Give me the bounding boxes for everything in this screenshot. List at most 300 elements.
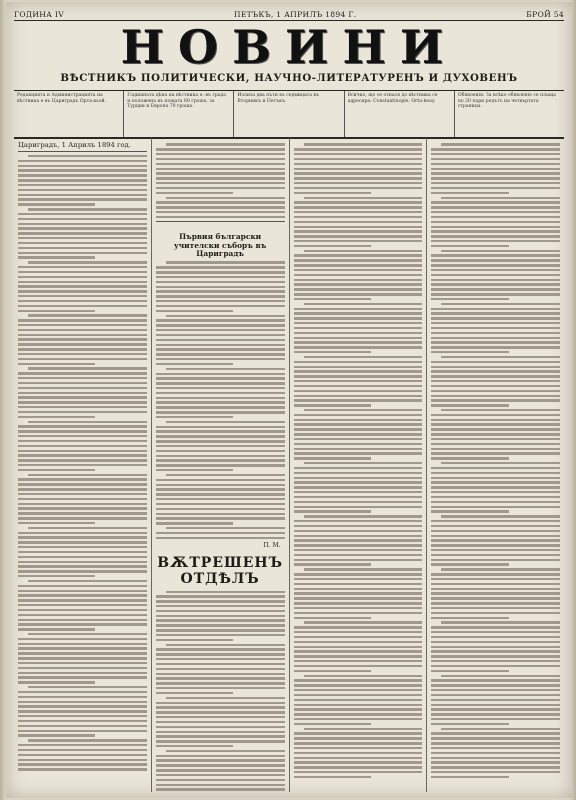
text-line (18, 454, 147, 456)
text-line (156, 201, 285, 203)
text-line (18, 662, 147, 664)
text-line (431, 235, 560, 237)
text-line (431, 636, 560, 638)
text-line (431, 472, 560, 474)
text-line (294, 322, 423, 324)
text-line (18, 744, 147, 746)
text-line (294, 419, 423, 421)
text-line (431, 525, 560, 527)
text-line (18, 281, 147, 283)
text-line (304, 462, 423, 464)
text-line (431, 737, 560, 739)
text-line (156, 290, 285, 292)
text-line (18, 300, 147, 302)
text-line (18, 237, 147, 239)
text-line (431, 211, 560, 213)
text-line (156, 435, 285, 437)
text-line (431, 544, 560, 546)
text-line (294, 274, 423, 276)
text-line (431, 602, 560, 604)
text-line (28, 208, 147, 210)
text-line (18, 459, 147, 461)
text-line (18, 227, 147, 229)
text-line (294, 443, 423, 445)
text-line (156, 401, 285, 403)
text-line (294, 423, 423, 425)
text-line (431, 288, 560, 290)
text-line (18, 749, 147, 751)
text-line (294, 496, 423, 498)
text-line (294, 438, 423, 440)
text-line (431, 148, 560, 150)
text-line (166, 591, 285, 593)
text-line (431, 395, 560, 397)
text-line (156, 416, 233, 418)
text-line (18, 450, 147, 452)
text-line (294, 665, 423, 667)
date-label: ПЕТЪКЪ, 1 АПРИЛЪ 1894 Г. (233, 9, 357, 19)
text-line (294, 201, 423, 203)
text-line (304, 356, 423, 358)
text-line (431, 404, 508, 406)
text-line (156, 629, 285, 631)
text-line (156, 464, 285, 466)
text-line (431, 530, 560, 532)
text-line (294, 592, 423, 594)
text-line (156, 769, 285, 771)
text-line (294, 539, 423, 541)
text-line (18, 647, 147, 649)
text-line (156, 211, 285, 213)
text-line (28, 367, 147, 369)
text-line (431, 245, 508, 247)
text-line (18, 705, 147, 707)
body-text-lines (156, 591, 285, 793)
text-line (431, 423, 560, 425)
text-line (294, 588, 423, 590)
text-line (156, 745, 233, 747)
text-line (294, 660, 423, 662)
column-4 (427, 138, 564, 792)
text-line (431, 761, 560, 763)
text-line (18, 194, 147, 196)
text-line (156, 329, 285, 331)
text-line (294, 708, 423, 710)
text-line (294, 452, 423, 454)
text-line (431, 452, 560, 454)
text-line (294, 163, 423, 165)
text-line (294, 554, 423, 556)
text-line (156, 271, 285, 273)
text-line (156, 517, 285, 519)
text-line (294, 211, 423, 213)
text-line (294, 776, 371, 778)
text-line (156, 711, 285, 713)
text-line (18, 396, 147, 398)
issue-label: БРОЙ 54 (526, 9, 564, 19)
text-line (431, 573, 560, 575)
text-line (156, 373, 285, 375)
text-line (431, 771, 560, 773)
info-cell-address: Всичко, що се отнася до вѣстника се адресира: Constantinople, Orta-kеuy. (345, 91, 455, 137)
text-line (156, 595, 285, 597)
text-line (294, 288, 423, 290)
text-line (431, 414, 560, 416)
text-line (156, 445, 285, 447)
text-line (294, 713, 423, 715)
text-line (156, 653, 285, 655)
text-line (431, 732, 560, 734)
text-line (294, 404, 371, 406)
text-line (441, 356, 560, 358)
text-line (431, 752, 560, 754)
text-line (294, 699, 423, 701)
text-line (294, 259, 423, 261)
text-line (156, 358, 285, 360)
text-line (18, 710, 147, 712)
text-line (431, 535, 560, 537)
text-line (441, 728, 560, 730)
text-line (441, 675, 560, 677)
text-line (156, 716, 285, 718)
text-line (431, 192, 508, 194)
text-line (18, 522, 95, 524)
text-line (156, 440, 285, 442)
text-line (156, 532, 285, 534)
text-line (18, 218, 147, 220)
text-line (294, 771, 423, 773)
text-line (18, 763, 147, 765)
text-line (156, 276, 285, 278)
text-line (294, 399, 423, 401)
text-line (18, 310, 95, 312)
text-line (18, 652, 147, 654)
text-line (18, 319, 147, 321)
text-line (431, 399, 560, 401)
text-line (431, 269, 560, 271)
text-line (156, 784, 285, 786)
text-line (156, 740, 285, 742)
text-line (294, 206, 423, 208)
text-line (294, 428, 423, 430)
text-line (156, 363, 233, 365)
text-line (294, 481, 423, 483)
text-line (18, 189, 147, 191)
text-line (18, 445, 147, 447)
text-line (156, 206, 285, 208)
text-line (156, 639, 233, 641)
text-line (294, 617, 371, 619)
text-line (156, 153, 285, 155)
text-line (431, 583, 560, 585)
text-line (431, 322, 560, 324)
text-line (294, 602, 423, 604)
text-line (18, 382, 147, 384)
text-line (18, 232, 147, 234)
text-line (166, 261, 285, 263)
text-line (156, 673, 285, 675)
text-line (431, 168, 560, 170)
text-line (294, 670, 371, 672)
text-line (156, 484, 285, 486)
text-line (431, 776, 508, 778)
text-line (18, 469, 95, 471)
text-line (294, 752, 423, 754)
text-line (18, 734, 95, 736)
text-line (18, 590, 147, 592)
text-line (431, 216, 560, 218)
text-line (156, 411, 285, 413)
text-line (294, 573, 423, 575)
text-line (431, 259, 560, 261)
text-line (431, 510, 508, 512)
text-line (18, 730, 147, 732)
text-line (294, 158, 423, 160)
text-line (156, 305, 285, 307)
text-line (431, 607, 560, 609)
text-line (18, 411, 147, 413)
newspaper-page (6, 2, 572, 798)
text-line (156, 731, 285, 733)
text-line (28, 261, 147, 263)
text-line (431, 554, 560, 556)
text-line (18, 532, 147, 534)
text-line (294, 650, 423, 652)
text-line (431, 578, 560, 580)
masthead (14, 22, 564, 88)
text-line (156, 508, 285, 510)
text-line (431, 631, 560, 633)
text-line (166, 474, 285, 476)
text-line (18, 546, 147, 548)
text-line (431, 264, 560, 266)
text-line (431, 655, 560, 657)
text-line (156, 706, 285, 708)
text-line (294, 757, 423, 759)
text-line (431, 742, 560, 744)
text-line (294, 298, 371, 300)
text-line (294, 477, 423, 479)
text-line (294, 530, 423, 532)
text-line (156, 348, 285, 350)
text-line (156, 755, 285, 757)
text-line (18, 377, 147, 379)
text-line (294, 563, 371, 565)
text-line (18, 223, 147, 225)
text-line (156, 469, 233, 471)
article-signature: П. М. (263, 541, 281, 549)
text-line (294, 506, 423, 508)
text-line (156, 177, 285, 179)
text-line (18, 425, 147, 427)
text-line (294, 626, 423, 628)
column-2 (152, 138, 290, 792)
section-rule (156, 221, 285, 230)
text-line (18, 493, 147, 495)
text-line (294, 448, 423, 450)
text-line (294, 269, 423, 271)
text-line (156, 513, 285, 515)
text-line (441, 515, 560, 517)
text-line (18, 599, 147, 601)
text-line (294, 395, 423, 397)
text-line (294, 148, 423, 150)
text-line (431, 588, 560, 590)
year-label: ГОДИНА IV (14, 9, 65, 19)
text-line (431, 366, 560, 368)
text-line (294, 631, 423, 633)
text-line (304, 728, 423, 730)
text-line (294, 766, 423, 768)
text-line (431, 226, 560, 228)
text-line (156, 168, 285, 170)
text-line (294, 226, 423, 228)
text-line (441, 621, 560, 623)
text-line (294, 346, 423, 348)
text-line (431, 332, 560, 334)
text-line (156, 735, 285, 737)
text-line (156, 450, 285, 452)
text-line (18, 387, 147, 389)
text-line (156, 300, 285, 302)
text-line (431, 351, 508, 353)
text-line (294, 187, 423, 189)
text-line (431, 650, 560, 652)
text-line (18, 638, 147, 640)
text-line (294, 375, 423, 377)
text-line (156, 319, 285, 321)
text-line (156, 187, 285, 189)
text-line (18, 488, 147, 490)
text-line (294, 414, 423, 416)
info-bar (14, 90, 564, 139)
text-line (431, 718, 560, 720)
text-line (166, 368, 285, 370)
text-line (304, 409, 423, 411)
text-line (431, 206, 560, 208)
text-line (28, 527, 147, 529)
text-line (18, 715, 147, 717)
text-line (18, 440, 147, 442)
text-line (18, 266, 147, 268)
text-line (304, 675, 423, 677)
text-line (431, 187, 560, 189)
text-line (156, 610, 285, 612)
text-line (431, 274, 560, 276)
text-line (431, 172, 560, 174)
text-line (431, 312, 560, 314)
text-line (156, 148, 285, 150)
text-line (294, 216, 423, 218)
text-line (156, 488, 285, 490)
text-line (18, 681, 95, 683)
text-line (294, 433, 423, 435)
text-line (294, 370, 423, 372)
text-line (431, 153, 560, 155)
text-line (18, 416, 95, 418)
text-line (18, 575, 95, 577)
text-line (294, 182, 423, 184)
text-line (18, 759, 147, 761)
text-line (294, 583, 423, 585)
text-line (18, 696, 147, 698)
text-line (156, 663, 285, 665)
text-line (294, 694, 423, 696)
text-line (18, 213, 147, 215)
text-line (166, 527, 285, 529)
text-line (294, 366, 423, 368)
text-line (294, 240, 423, 242)
text-line (156, 406, 285, 408)
text-line (156, 192, 233, 194)
text-line (156, 397, 285, 399)
text-line (431, 361, 560, 363)
text-line (431, 283, 560, 285)
text-line (18, 252, 147, 254)
text-line (431, 597, 560, 599)
text-line (18, 348, 147, 350)
text-line (294, 327, 423, 329)
article-heading: Първия български учителски съборъ въ Цариградъ (174, 232, 267, 259)
text-line (431, 293, 560, 295)
text-line (156, 353, 285, 355)
text-line (294, 192, 371, 194)
text-line (431, 626, 560, 628)
text-line (431, 279, 560, 281)
text-line (18, 614, 147, 616)
text-line (294, 597, 423, 599)
text-line (28, 633, 147, 635)
text-line (431, 438, 560, 440)
text-line (156, 619, 285, 621)
text-line (18, 276, 147, 278)
text-line (18, 604, 147, 606)
text-line (18, 643, 147, 645)
text-line (18, 754, 147, 756)
text-line (156, 163, 285, 165)
text-line (156, 522, 233, 524)
text-line (156, 334, 285, 336)
text-line (18, 184, 147, 186)
text-line (156, 295, 285, 297)
text-line (156, 764, 285, 766)
text-line (294, 646, 423, 648)
text-line (431, 612, 560, 614)
text-line (294, 679, 423, 681)
text-line (294, 607, 423, 609)
text-line (431, 370, 560, 372)
text-line (156, 668, 285, 670)
info-cell-editorial: Редакцията и Администрацията на вѣстника е въ Цариградъ Орта-кьой. (14, 91, 124, 137)
text-line (304, 515, 423, 517)
text-line (294, 457, 371, 459)
text-line (18, 768, 147, 770)
text-line (18, 174, 147, 176)
text-line (156, 687, 285, 689)
text-line (294, 380, 423, 382)
text-line (304, 143, 423, 145)
info-cell-price: Годишната цѣна на вѣстника е: въ града и положена въ пощата 60 гроша, за Турция и Европа 70 гроша. (124, 91, 234, 137)
text-line (294, 761, 423, 763)
text-line (156, 310, 233, 312)
text-line (431, 230, 560, 232)
text-line (441, 462, 560, 464)
text-line (18, 623, 147, 625)
text-line (18, 691, 147, 693)
text-line (431, 617, 508, 619)
text-line (431, 443, 560, 445)
text-line (18, 165, 147, 167)
